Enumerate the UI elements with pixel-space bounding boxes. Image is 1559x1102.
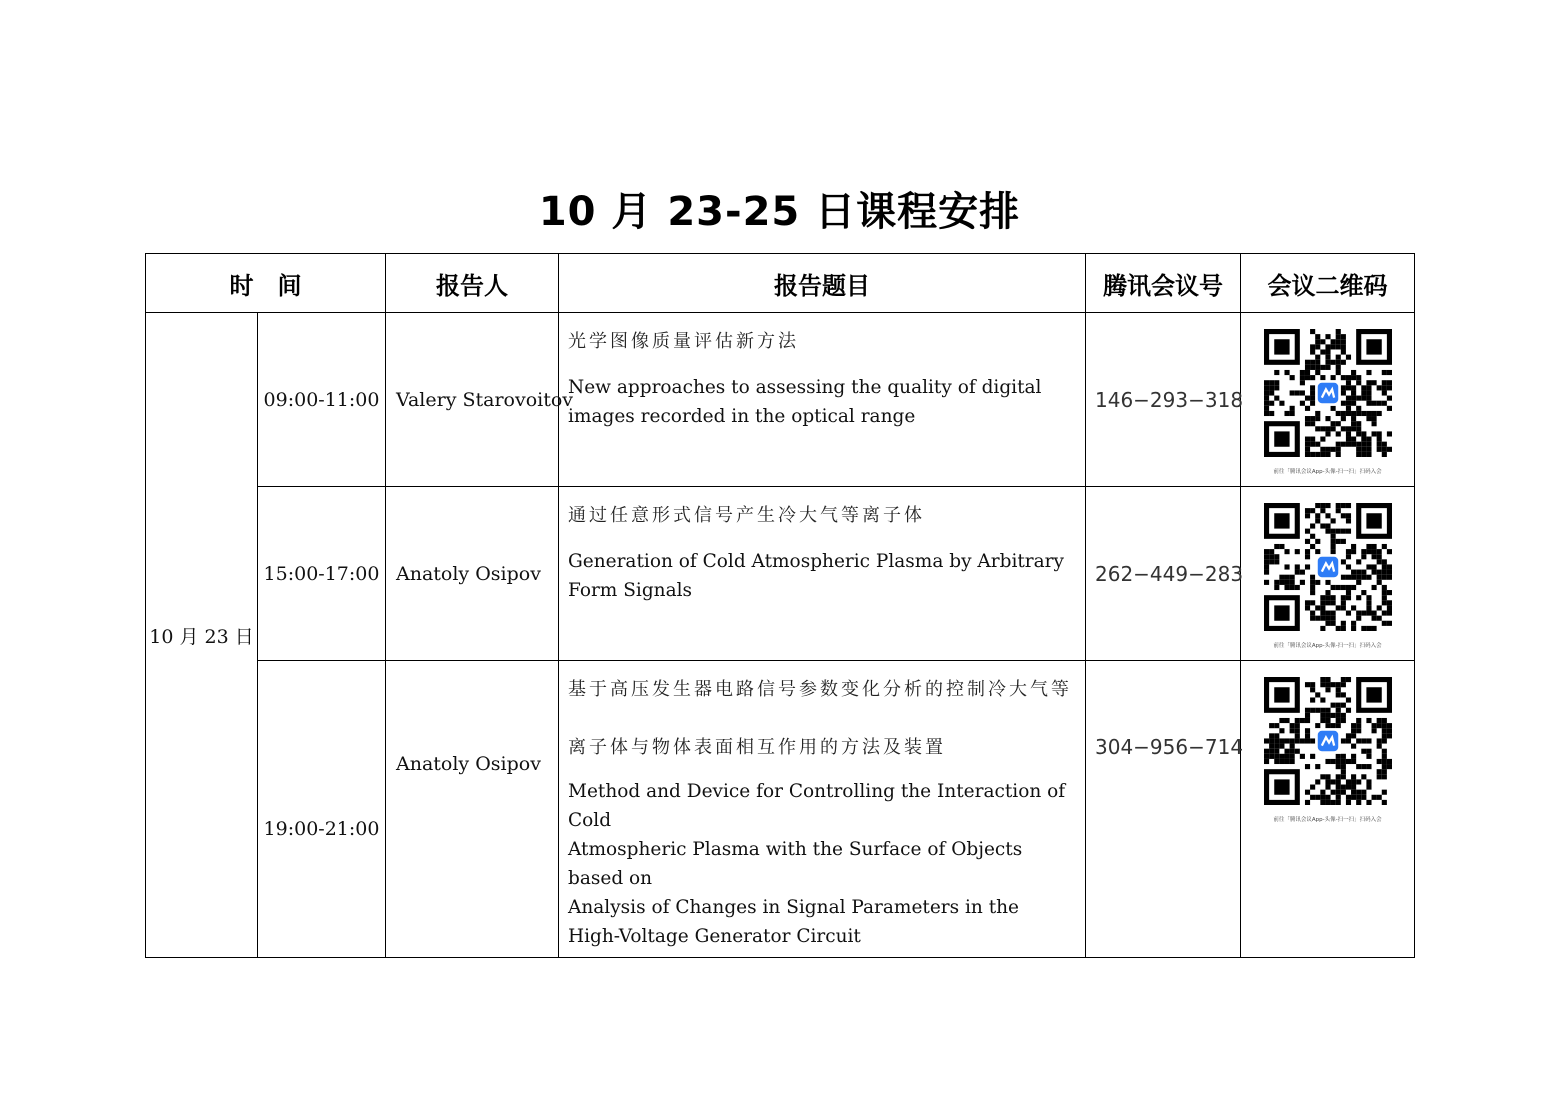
- header-time: 时 间: [146, 254, 386, 313]
- time-cell: 19:00-21:00: [258, 661, 386, 958]
- meeting-id-cell: 304−956−714: [1086, 661, 1241, 958]
- topic-title-en: [568, 777, 1075, 951]
- header-row: [146, 254, 1415, 313]
- qr-code-icon[interactable]: [1264, 503, 1392, 635]
- time-cell: 09:00-11:00: [258, 313, 386, 487]
- schedule-table: [145, 253, 1415, 958]
- topic-title-en-line: High-Voltage Generator Circuit: [568, 926, 861, 947]
- qr-cell: [1241, 487, 1415, 661]
- topic-title-cn: 基于高压发生器电路信号参数变化分析的控制冷大气等: [568, 679, 1072, 700]
- table-row: [146, 313, 1415, 487]
- speaker-cell: Valery Starovoitov: [386, 313, 559, 487]
- speaker-cell: Anatoly Osipov: [386, 661, 559, 958]
- topic-title-en-line: Method and Device for Controlling the Interaction of Cold: [568, 781, 1066, 831]
- tencent-meeting-logo-icon: [1315, 380, 1341, 406]
- qr-cell: [1241, 313, 1415, 487]
- qr-caption: 前往「腾讯会议App-头像-扫一扫」扫码入会: [1273, 643, 1382, 649]
- qr-caption: 前往「腾讯会议App-头像-扫一扫」扫码入会: [1273, 469, 1382, 475]
- speaker-cell: Anatoly Osipov: [386, 487, 559, 661]
- header-meeting-id: 腾讯会议号: [1086, 254, 1241, 313]
- topic-title-en: Generation of Cold Atmospheric Plasma by Arbitrary Form Signals: [568, 551, 1064, 601]
- meeting-id-cell: 262−449−283: [1086, 487, 1241, 661]
- header-speaker: 报告人: [386, 254, 559, 313]
- meeting-id-cell: 146−293−318: [1086, 313, 1241, 487]
- header-topic: 报告题目: [559, 254, 1086, 313]
- topic-title-en-line: Analysis of Changes in Signal Parameters in the: [568, 897, 1020, 918]
- topic-title-cn: 通过任意形式信号产生冷大气等离子体: [568, 505, 925, 526]
- topic-cell: [559, 313, 1086, 487]
- table-row: [146, 487, 1415, 661]
- topic-title-cn: 光学图像质量评估新方法: [568, 331, 799, 352]
- qr-code-icon[interactable]: [1264, 677, 1392, 809]
- tencent-meeting-logo-icon: [1315, 554, 1341, 580]
- qr-cell: [1241, 661, 1415, 958]
- page-title: 10 月 23-25 日课程安排: [538, 189, 1021, 235]
- qr-code-icon[interactable]: [1264, 329, 1392, 461]
- topic-title-cn: 离子体与物体表面相互作用的方法及装置: [568, 737, 946, 758]
- topic-title-en-line: Atmospheric Plasma with the Surface of Objects based on: [568, 839, 1023, 889]
- header-qr: 会议二维码: [1241, 254, 1415, 313]
- topic-title-en: New approaches to assessing the quality of digital images recorded in the optical range: [568, 377, 1042, 427]
- topic-cell: [559, 487, 1086, 661]
- date-cell: 10 月 23 日: [146, 313, 258, 958]
- table-row: [146, 661, 1415, 958]
- tencent-meeting-logo-icon: [1315, 728, 1341, 754]
- topic-cell: [559, 661, 1086, 958]
- time-cell: 15:00-17:00: [258, 487, 386, 661]
- qr-caption: 前往「腾讯会议App-头像-扫一扫」扫码入会: [1273, 817, 1382, 823]
